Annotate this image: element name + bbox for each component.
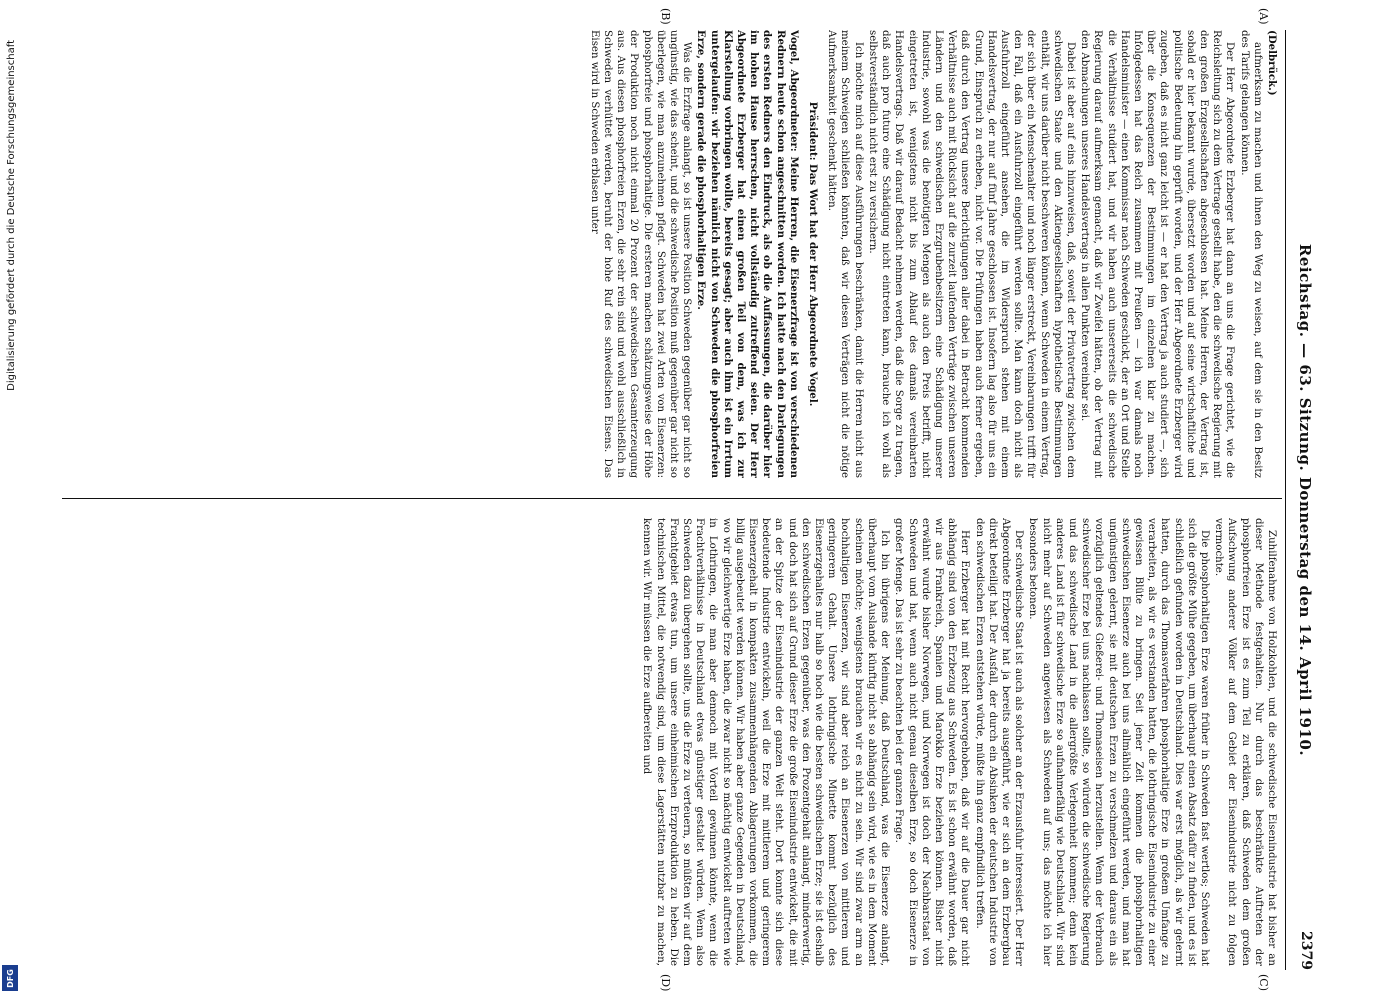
paragraph: Herr Erzberger hat mit Recht hervorgehoben, daß wir auf die Dauer gar nicht abhängig sind von den Erzbezug aus Schweden. Es ist schon erwähnt worden, daß wir aus Frankreich, Spanien und Marokko Erze beziehen können. Bisher nicht erwähnt wurde bisher Norwegen, und Norwegen ist doch der Nachbarstaat von Schweden und hat, wenn auch nicht genau dieselben Erze, so doch Eisenerze in großer Menge. Das ist sehr zu beachten bei der ganzen Frage.: [892, 518, 970, 966]
margin-marker-d: (D): [658, 974, 672, 992]
paragraph: Der schwedische Staat ist auch als solcher an der Erzausfuhr interessiert. Der Herr Abgeordnete Erzberger hat ja bereits ausgeführt, wie er sich an dem Erzbergbau direkt beteiligt hat. Der Ausfall, der durch ein Absinken der deutschen Industrie von den schwedischen Erzen entstehen würde, müßte ihn ganz empfindlich treffen.: [973, 518, 1024, 966]
paragraph: Die phosphorhaltigen Erze waren früher in Schweden fast wertlos; Schweden hat sich die größte Mühe gegeben, um überhaupt einen Absatz dafür zu finden, und es ist schließlich gefunden worden in Deutschland. Dies war erst möglich, als wir gelernt hatten, durch das Thomasverfahren phosphorhaltige Erze in großem Umfange zu verarbeiten, als wir es verstanden hatten, die lothringische Eisenindustrie zu einer gewissen Blüte zu bringen. Seit jener Zeit kommen die phosphorhaltigen schwedischen Eisenerze auch bei uns allmählich eingeführt werden, und man hat ungünstigen gelernt, sie mit deutschen Erzen zu verschmelzen und daraus ein als vorzüglich geltendes Gießerei- und Thomaseisen herzustellen. Wenn der Verbrauch schwedischer Erze bei uns nachlassen sollte, so würden die schwedische Regierung und das schwedische Land in die allergrößte Verlegenheit kommen; denn kein anderes Land ist für schwedische Erze so aufnahmefähig wie Deutschland. Wir sind nicht mehr auf Schweden angewiesen als Schweden auf uns; das möchte ich hier besonders betonen.: [1026, 518, 1210, 966]
digitization-note: [6, 40, 20, 960]
paragraph: Ich möchte mich auf diese Ausführungen beschränken, damit die Herren nicht aus meinem Schweigen schließen könnten, daß wir diesen Verträgen nicht die nötige Aufmerksamkeit geschenkt hätten.: [825, 30, 864, 478]
paragraph: Dabei ist aber auf eins hinzuweisen, daß, soweit der Privatvertrag zwischen dem schwedischen Staate und den Aktiengesellschaften hypothetische Bestimmungen enthält, wir uns darüber nicht beschweren können, wenn Schweden in einem Vertrag, der sich über ein Menschenalter und noch länger erstreckt, Vereinbarungen trifft für den Fall, daß ein Ausfuhrzoll eingeführt werden sollte. Man kann doch nicht als Ausfuhrzoll eingeführt ansehen, die im Widerspruch stehen mit einem Handelsvertrag, der nur auf fünf Jahre geschlossen ist. Insofern lag also für uns ein Grund, Einspruch zu erheben, nicht vor. Die Prüfungen haben auch ferner ergeben, daß durch den Vertrag unsere Berichtigungen aller dabei in Betracht kommenden Verhältnisse auch mit Rücksicht auf die zurzeit laufenden Verträge zwischen unseren Ländern und den schwedischen Erzgrubenbesitzern eine Schädigung unserer Industrie, sowohl was die benötigten Mengen als auch den Preis betrifft, nicht eingetreten ist, wenigstens nicht bis zum Ablauf des damals vereinbarten Handelsvertrags. Daß wir darauf Bedacht nehmen werden, daß die Sorge zu tragen, daß auch pro futuro eine Schädigung nicht eintreten kann, brauche ich wohl als selbstverständlich nicht erst zu versichern.: [866, 30, 1076, 478]
president-line: Präsident: Das Wort hat der Herr Abgeordnete Vogel.: [806, 101, 819, 407]
left-column: [68, 30, 1278, 478]
dfg-logo: DFG: [2, 965, 18, 991]
page-title: Reichstag. — 63. Sitzung. Donnerstag den 14. April 1910.: [1295, 243, 1314, 757]
page-header: [1282, 30, 1322, 970]
paragraph: Ich bin übrigens der Meinung, daß Deutschland, was die Eisenerze anlangt, überhaupt vom Auslande künftig nicht so abhängig sein wird, wie es in dem Moment scheinen möchte; wenigstens brauchen wir es nicht zu sein. Wir sind zwar arm an hochhaltigen Eisenerzen, wir sind aber reich an Eisenerzen von mittlerem und geringerem Gehalt. Unsere lothringische Minette kommt bezüglich des Eisenerzgehaltes nur halb so hoch wie die besten schwedischen Erze; sie ist deshalb den schwedischen Erzen gegenüber, was den Prozentgehalt anlangt, minderwertig, und doch hat sich auf Grund dieser Erze die große Eisenindustrie entwickelt, die mit an der Spitze der Eisenindustrie der ganzen Welt steht. Dort konnte sich diese bedeutende Industrie entwickeln, weil die Erze mit mittlerem und geringerem Eisenerzgehalt in kompakten zusammenhängenden Ablagerungen vorkommen, die billig ausgebeutet werden können. Wir haben aber ganze Gegenden in Deutschland, wo wir gleichwertige Erze haben, die zwar nicht so mächtig entwickelt auftreten wie in Lothringen, die man aber dennoch mit Vorteil gewinnen könnte, wenn die Frachtverhältnisse in Deutschland etwas günstiger gestaltet würden. Wenn also Schweden dazu übergehen sollte, uns die Erze zu verteuern, so müßten wir auf dem Frachtgebiet etwas tun, um unsere einheimischen Erzproduktion zu heben. Die technischen Mittel, die notwendig sind, um diese Lagerstätten nutzbar zu machen, kennen wir. Wir müssen die Erze aufbereiten und: [640, 518, 890, 966]
column-divider: [62, 498, 1282, 499]
margin-marker-a: (A): [1256, 8, 1270, 25]
digitization-note-text: Digitalisierung gefördert durch die Deutsche Forschungsgemeinschaft: [6, 40, 17, 391]
paragraph: Was die Erzfrage anlangt, so ist unsere Position Schweden gegenüber gar nicht so ungünstig, wie das scheint, und die schwedische Position muß gegenüber gar nicht so überlegen, wie man anzunehmen pflegt. Schweden hat zwei Arten von Eisenerzen: phosphorfreie und phosphorhaltige. Die ersteren machen schätzungsweise der Höhe der Produktion noch nicht einmal 20 Prozent der schwedischen Gesamterzeugung aus. Aus diesen phosphorfreien Erzen, die sehr rein sind und wohl ausschließlich in Schweden verhüttet werden, beruht der hohe Ruf des schwedischen Eisens. Das Eisen wird in Schweden erblasen unter: [588, 30, 692, 478]
speaker-line: (Delbrück.): [1265, 30, 1278, 96]
header-rule: [1285, 30, 1286, 970]
speaker-line: Vogel, Abgeordneter: Meine Herren, die Eisenerzfrage ist von verschiedenen Rednern heute schon angeschnitten worden. Ich hatte nach den Darlegungen des ersten Redners den Eindruck, als ob die Auffassungen, die darüber hier im hohen Hause herrschen, nicht vollständig zutreffend seien. Der Herr Abgeordnete Erzberger hat einen großen Teil von dem, was ich zur Klarstellung vorbringen wollte, bereits gesagt; aber auch ihm ist ein Irrtum untergelaufen: wir beziehen nämlich nicht von Schweden die phosphorfreien Erze, sondern gerade die phosphorhaltigen Erze.: [694, 30, 800, 478]
right-column: [68, 518, 1278, 966]
margin-marker-c: (C): [1256, 974, 1270, 991]
document-page: [62, 8, 1322, 992]
page-number: 2379: [1297, 931, 1314, 970]
paragraph: aufmerksam zu machen und ihnen den Weg zu weisen, auf dem sie in den Besitz des Tarifs gelangen können.: [1238, 30, 1263, 478]
paragraph: Zuhilfenahme von Holzkohlen, und die schwedische Eisenindustrie hat bisher an dieser Methode festgehalten. Nur durch das beschränkte Auftreten der phosphorfreien Erze ist es zum Teil zu erklären, daß Schweden dem großen Aufschwung anderer Völker auf dem Gebiet der Eisenindustrie nicht zu folgen vermochte.: [1212, 518, 1277, 966]
margin-marker-b: (B): [658, 8, 672, 25]
paragraph: Der Herr Abgeordnete Erzberger hat dann an uns die Frage gerichtet, wie die Reichsleitung sich zu dem Vertrage gestellt habe, den die schwedische Regierung mit den großen Erzgesellschaften abgeschlossen hat. Meine Herren, der Vertrag ist, sobald er hier bekannt wurde, übersetzt worden und auf seine wirtschaftliche und politische Bedeutung hin geprüft worden, und der Herr Abgeordnete Erzberger wird zugeben, daß es nicht ganz leicht ist — er hat den Vertrag ja auch studiert —, sich über die Konsequenzen der Bestimmungen im einzelnen klar zu machen. Infolgedessen hat das Reich zusammen mit Preußen — ich war damals noch Handelsminister — einen Kommissar nach Schweden geschickt, der an Ort und Stelle die Verhältnisse studiert hat, und wir haben auch unsererseits die schwedische Regierung darauf aufmerksam gemacht, daß wir Zweifel hätten, ob der Vertrag mit den Abmachungen unseres Handelsvertrags in allen Punkten vereinbar sei.: [1078, 30, 1235, 478]
